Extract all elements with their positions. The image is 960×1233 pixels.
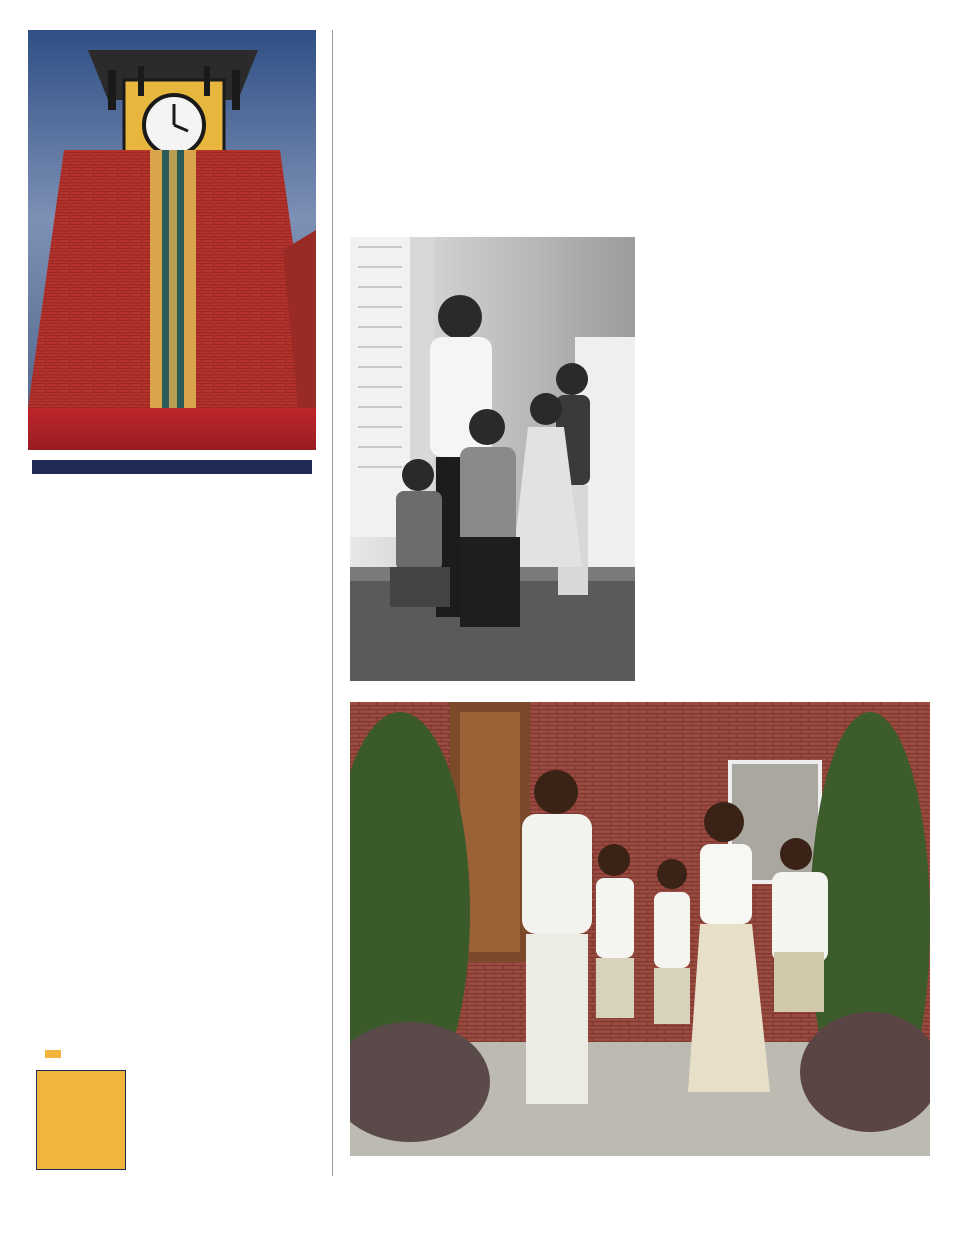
family-portrait-outdoor-illustration [350,702,930,1156]
ballpark-address [138,1130,314,1160]
home-games-swatch [45,1050,61,1058]
family-portrait-indoor-photo [350,237,635,681]
weekday-header-row [32,460,312,474]
division-key-box [36,1070,126,1170]
family-portrait-outdoor-photo [350,702,930,1156]
schedule-key-line [32,1050,312,1064]
clock-tower-illustration [28,30,316,408]
page-folio [44,1192,52,1207]
column-divider [332,30,333,1176]
travelers-logo [146,1066,306,1128]
travelers-schedule-poster [28,30,316,1176]
clock-tower-photo [28,30,316,408]
schedule-banner [28,408,316,450]
family-portrait-indoor-illustration [350,237,635,681]
